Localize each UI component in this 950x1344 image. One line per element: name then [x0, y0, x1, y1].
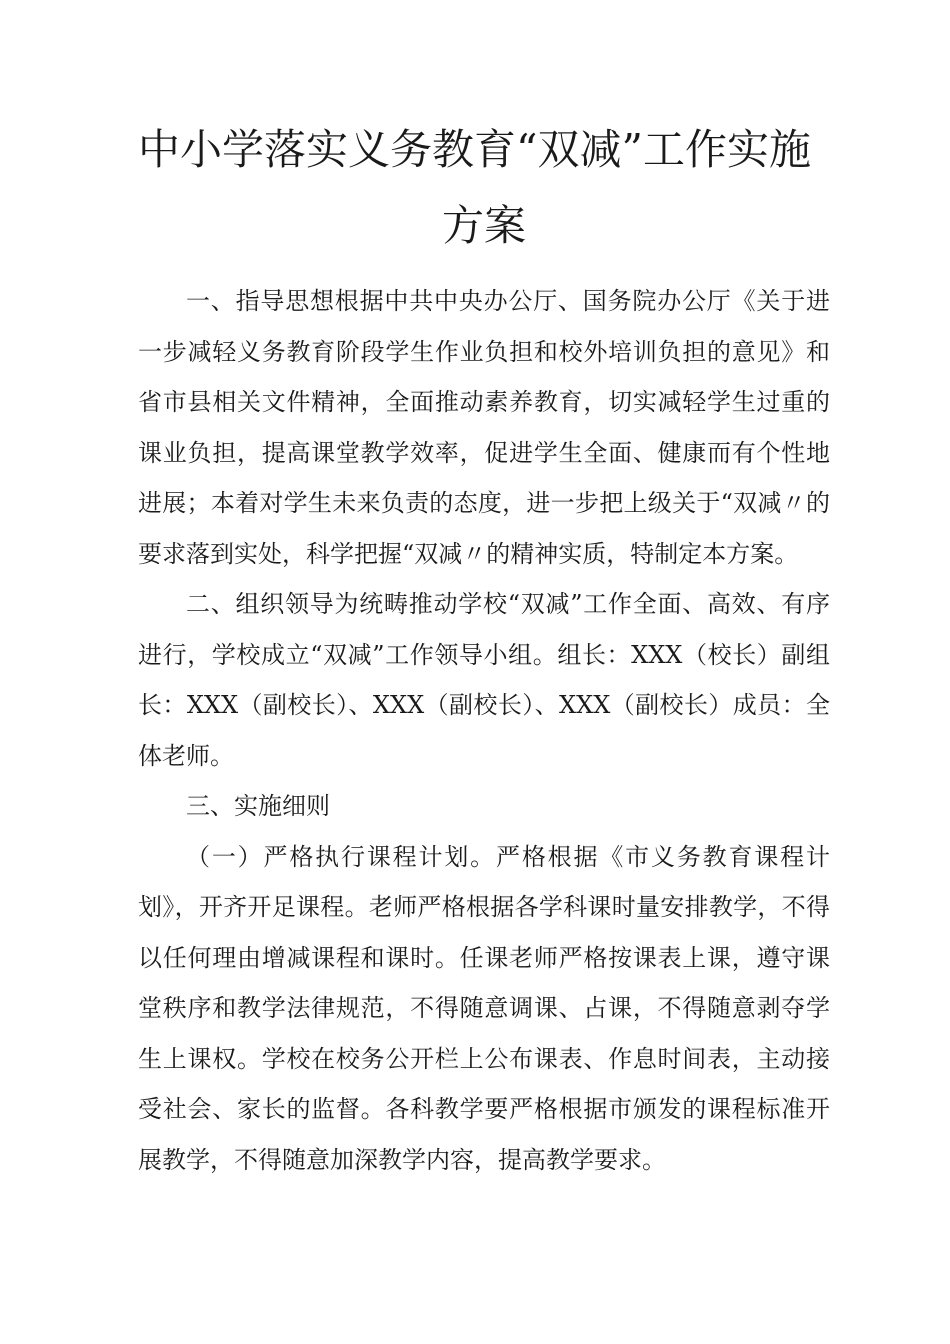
paragraph-implementation-heading: 三、实施细则 — [186, 792, 330, 820]
paragraph-guiding-ideology: 一、指导思想根据中共中央办公厅、国务院办公厅《关于进一步减轻义务教育阶段学生作业负担和校外培训负担的意见》和省市县相关文件精神，全面推动素养教育，切实减轻学生过重的课业负担，提高课堂教学效率，促进学生全面、健康而有个性地进展；本着对学生未来负责的态度，进一步把上级关于“双减〃的要求落到实处，科学把握“双减〃的精神实质，特制定本方案。 — [138, 287, 830, 568]
paragraph-curriculum-plan: （一）严格执行课程计划。严格根据《市义务教育课程计划》，开齐开足课程。老师严格根据各学科课时量安排教学，不得以任何理由增减课程和课时。任课老师严格按课表上课，遵守课堂秩序和教学法律规范，不得随意调课、占课，不得随意剥夺学生上课权。学校在校务公开栏上公布课表、作息时间表，主动接受社会、家长的监督。各科教学要严格根据市颁发的课程标准开展教学，不得随意加深教学内容，提高教学要求。 — [138, 842, 830, 1174]
document-body — [138, 276, 830, 1185]
title-line-2: 方案 — [441, 201, 526, 250]
paragraph-organization-leadership: 二、组织领导为统畴推动学校“双减”工作全面、高效、有序进行，学校成立“双减”工作领导小组。组长：XXX（校长）副组长：XXX（副校长）、XXX（副校长）、XXX（副校长）成员：全体老师。 — [138, 590, 830, 770]
title-line-1: 中小学落实义务教育“双减”工作实施 — [138, 125, 811, 174]
document-title — [138, 112, 830, 264]
